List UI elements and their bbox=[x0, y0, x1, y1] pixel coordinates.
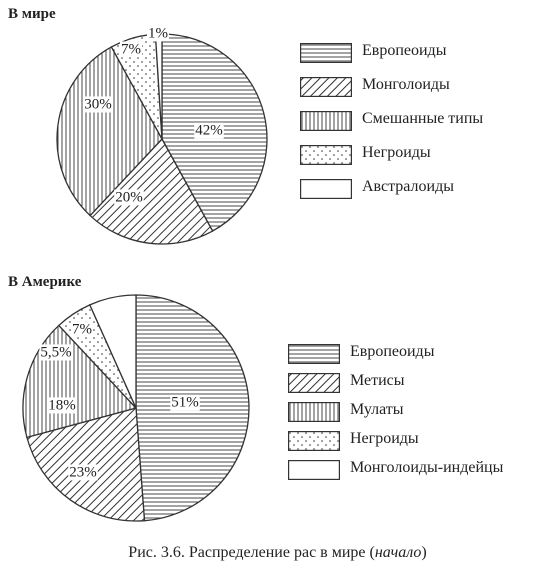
slice-label: 51% bbox=[171, 394, 199, 411]
chart-title: В Америке bbox=[8, 274, 82, 290]
legend-label: Смешанные типы bbox=[362, 110, 484, 127]
slice-label-group bbox=[194, 122, 224, 138]
legend-swatch bbox=[300, 77, 352, 97]
legend-swatch bbox=[300, 145, 352, 165]
slice-label: 1% bbox=[148, 25, 168, 42]
legend-item bbox=[288, 400, 548, 426]
legend-item bbox=[288, 342, 548, 368]
slice-label-group bbox=[71, 321, 93, 337]
slice-label: 23% bbox=[69, 464, 97, 481]
slice-label-group bbox=[83, 96, 113, 112]
slice-label-group bbox=[170, 394, 200, 410]
slice-label: 7% bbox=[72, 321, 92, 338]
legend-label: Австралоиды bbox=[362, 178, 454, 195]
slice-label: 42% bbox=[195, 122, 223, 139]
legend-label: Негроиды bbox=[350, 430, 419, 447]
slice-label: 30% bbox=[84, 96, 112, 113]
slice-label-group bbox=[120, 41, 142, 57]
legend-swatch bbox=[300, 179, 352, 199]
legend-swatch bbox=[288, 402, 340, 422]
caption-italic: начало bbox=[374, 544, 422, 561]
legend-swatch bbox=[288, 431, 340, 451]
legend-label: Монголоиды-индейцы bbox=[350, 459, 504, 476]
slice-label: 5,5% bbox=[40, 344, 72, 361]
chart-world bbox=[0, 0, 555, 268]
chart-title: В мире bbox=[8, 6, 56, 22]
legend-swatch bbox=[288, 460, 340, 480]
legend-label: Европеоиды bbox=[350, 343, 435, 360]
legend-item bbox=[300, 143, 555, 169]
legend-item bbox=[288, 371, 548, 397]
legend-swatch bbox=[300, 111, 352, 131]
legend-item bbox=[288, 458, 548, 484]
legend-item bbox=[300, 177, 555, 203]
slice-label: 7% bbox=[121, 41, 141, 58]
legend-swatch bbox=[288, 344, 340, 364]
legend-item bbox=[300, 75, 555, 101]
figure-caption bbox=[0, 544, 555, 562]
legend-item bbox=[300, 109, 555, 135]
caption-main: Рис. 3.6. Распределение рас в мире ( bbox=[128, 544, 375, 561]
slice-label-group bbox=[39, 344, 72, 360]
slice-label: 18% bbox=[48, 397, 76, 414]
slice-label-group bbox=[114, 189, 144, 205]
legend-item bbox=[300, 41, 555, 67]
legend-swatch bbox=[288, 373, 340, 393]
legend-label: Европеоиды bbox=[362, 42, 447, 59]
legend-label: Негроиды bbox=[362, 144, 431, 161]
slice-label-group bbox=[147, 25, 169, 41]
chart-america bbox=[0, 268, 555, 538]
legend-label: Монголоиды bbox=[362, 76, 450, 93]
legend-item bbox=[288, 429, 548, 455]
caption-end: ) bbox=[421, 544, 427, 561]
legend-label: Мулаты bbox=[350, 401, 404, 418]
slice-label-group bbox=[47, 397, 77, 413]
slice-label-group bbox=[68, 464, 98, 480]
legend-label: Метисы bbox=[350, 372, 405, 389]
legend-swatch bbox=[300, 43, 352, 63]
slice-label: 20% bbox=[115, 189, 143, 206]
